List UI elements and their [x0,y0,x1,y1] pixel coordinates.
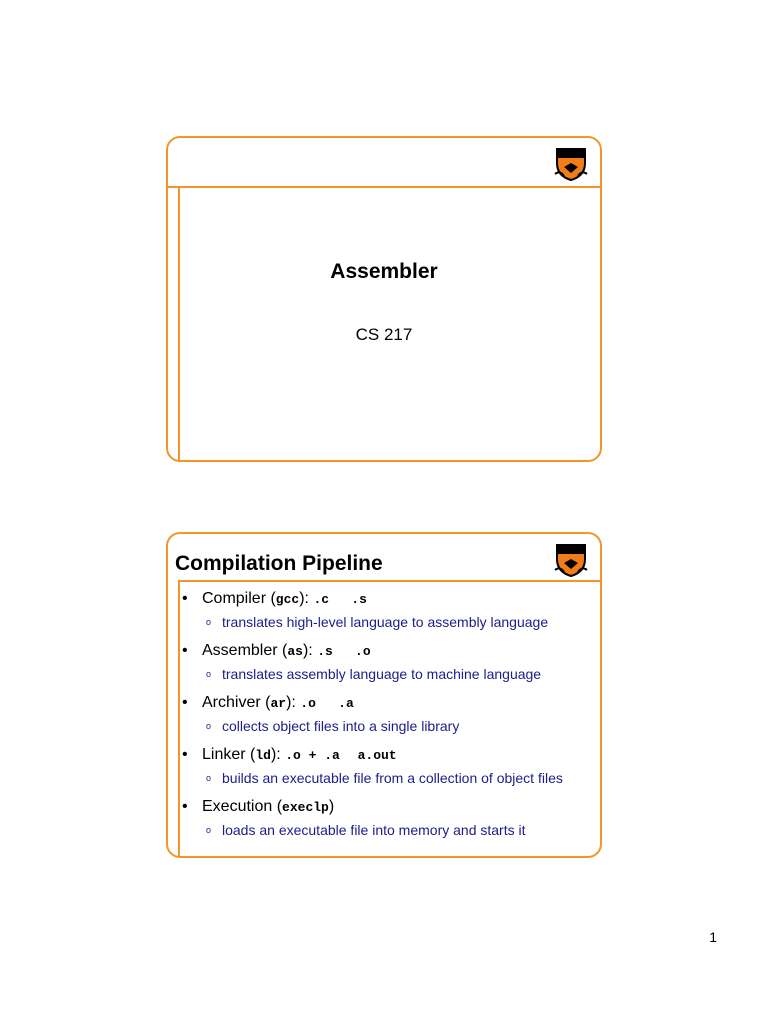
item-separator: ) [328,798,335,815]
side-divider [178,186,180,460]
item-description: translates assembly language to machine language [222,666,542,682]
slide-title-text: Assembler [330,260,438,283]
item-description: builds an executable file from a collection of object files [222,770,563,786]
input-ext: .o + .a [285,748,340,763]
list-item [182,642,590,694]
list-item [182,694,590,746]
slide-compilation-pipeline [166,532,602,858]
output-ext: a.out [357,748,397,763]
bullet-icon: • [182,694,188,711]
princeton-shield-icon [554,542,588,578]
tool-name: gcc [275,592,300,607]
item-description: collects object files into a single library [222,718,460,734]
item-label: Execution ( [202,798,283,815]
item-label: Archiver ( [202,694,271,711]
tool-name: ld [255,748,271,763]
item-separator: ): [299,590,309,607]
input-ext: .s [317,644,333,659]
bullet-icon: • [182,746,188,763]
list-item [182,590,590,642]
pipeline-list [182,590,590,850]
bullet-icon: • [182,590,188,607]
bullet-icon: • [182,642,188,659]
circle-bullet-icon: o [206,617,212,627]
item-separator: ): [302,642,313,659]
item-label: Assembler ( [202,642,288,659]
bullet-icon: • [182,798,188,815]
side-divider [178,580,180,856]
output-ext: .s [351,592,367,607]
output-ext: .o [355,644,371,659]
header-divider [168,186,600,188]
item-description: loads an executable file into memory and starts it [222,822,526,838]
input-ext: .o [300,696,316,711]
list-item [182,798,590,850]
slide-heading: Compilation Pipeline [175,552,383,575]
item-label: Compiler ( [202,590,276,607]
list-item [182,746,590,798]
page-number: 1 [709,929,717,945]
tool-name: ar [270,696,287,711]
item-label: Linker ( [202,746,256,763]
slide-title [166,136,602,462]
princeton-shield-icon [554,146,588,182]
output-ext: .a [338,696,354,711]
item-separator: ): [270,746,281,763]
circle-bullet-icon: o [206,669,212,679]
tool-name: execlp [282,800,329,815]
input-ext: .c [313,592,330,607]
header-divider [178,580,600,582]
circle-bullet-icon: o [206,825,212,835]
slide-subtitle: CS 217 [355,325,413,344]
tool-name: as [287,644,303,659]
item-description: translates high-level language to assembly language [222,614,549,630]
circle-bullet-icon: o [206,773,212,783]
circle-bullet-icon: o [206,721,212,731]
item-separator: ): [286,694,296,711]
